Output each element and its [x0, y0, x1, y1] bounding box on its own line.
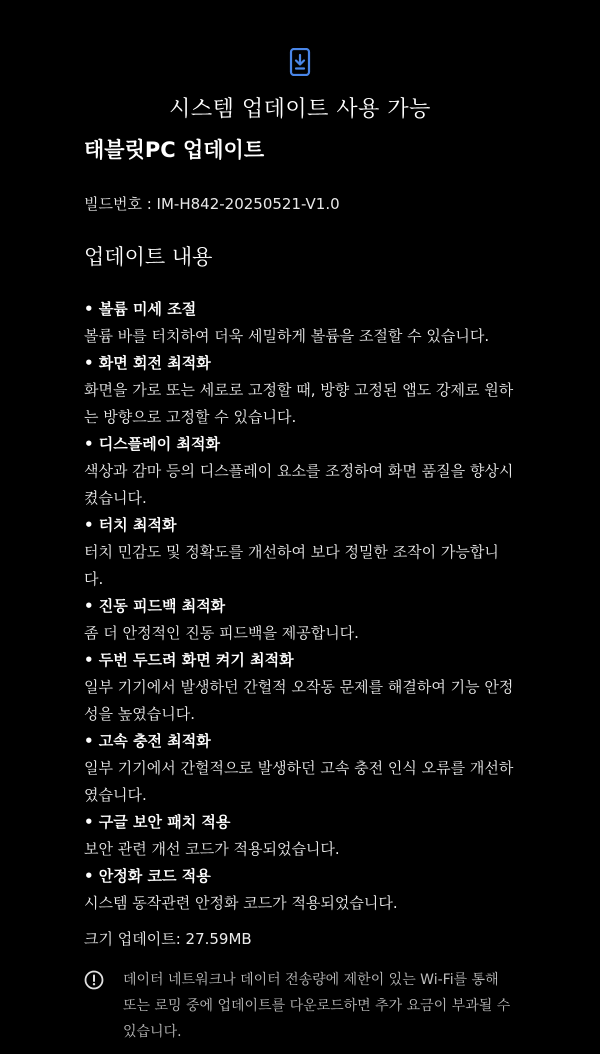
changelog-item-description: 터치 민감도 및 정확도를 개선하여 보다 정밀한 조작이 가능합니다. — [84, 543, 499, 588]
changelog-item-touch — [84, 512, 516, 593]
changelog-item-heading: • 진동 피드백 최적화 — [84, 597, 226, 615]
data-charge-notice: 데이터 네트워크나 데이터 전송량에 제한이 있는 Wi-Fi를 통해 또는 로밍 중에 업데이트를 다운로드하면 추가 요금이 부과될 수 있습니다. — [123, 972, 511, 1040]
build-number: 빌드번호 : IM-H842-20250521-V1.0 — [84, 195, 340, 213]
changelog-section-title: 업데이트 내용 — [84, 245, 213, 269]
changelog-item-description: 색상과 감마 등의 디스플레이 요소를 조정하여 화면 품질을 향상시켰습니다. — [84, 462, 514, 507]
changelog-item-volume — [84, 296, 516, 350]
changelog-item-security-patch — [84, 809, 516, 863]
changelog-item-heading: • 디스플레이 최적화 — [84, 435, 220, 453]
changelog-item-heading: • 안정화 코드 적용 — [84, 867, 211, 885]
changelog-item-description: 시스템 동작관련 안정화 코드가 적용되었습니다. — [84, 894, 398, 912]
update-size: 크기 업데이트: 27.59MB — [84, 930, 252, 948]
changelog-list — [84, 296, 516, 917]
changelog-item-heading: • 볼륨 미세 조절 — [84, 300, 197, 318]
device-update-title: 태블릿PC 업데이트 — [84, 138, 265, 162]
changelog-item-rotation — [84, 350, 516, 431]
changelog-item-heading: • 화면 회전 최적화 — [84, 354, 211, 372]
changelog-item-description: 볼륨 바를 터치하여 더욱 세밀하게 볼륨을 조절할 수 있습니다. — [84, 327, 490, 345]
changelog-item-double-tap — [84, 647, 516, 728]
changelog-item-description: 일부 기기에서 간헐적으로 발생하던 고속 충전 인식 오류를 개선하였습니다. — [84, 759, 514, 804]
changelog-item-heading: • 터치 최적화 — [84, 516, 177, 534]
page-title: 시스템 업데이트 사용 가능 — [169, 97, 431, 122]
changelog-item-haptic — [84, 593, 516, 647]
changelog-item-heading: • 구글 보안 패치 적용 — [84, 813, 231, 831]
changelog-item-heading: • 고속 충전 최적화 — [84, 732, 211, 750]
changelog-item-fast-charge — [84, 728, 516, 809]
changelog-item-display — [84, 431, 516, 512]
info-icon — [84, 970, 104, 990]
changelog-item-description: 좀 더 안정적인 진동 피드백을 제공합니다. — [84, 624, 359, 642]
changelog-item-heading: • 두번 두드려 화면 켜기 최적화 — [84, 651, 294, 669]
changelog-item-description: 일부 기기에서 발생하던 간헐적 오작동 문제를 해결하여 기능 안정성을 높였습니다. — [84, 678, 514, 723]
changelog-item-description: 화면을 가로 또는 세로로 고정할 때, 방향 고정된 앱도 강제로 원하는 방향으로 고정할 수 있습니다. — [84, 381, 514, 426]
changelog-item-stability — [84, 863, 516, 917]
changelog-item-description: 보안 관련 개선 코드가 적용되었습니다. — [84, 840, 340, 858]
system-update-icon — [289, 48, 311, 76]
